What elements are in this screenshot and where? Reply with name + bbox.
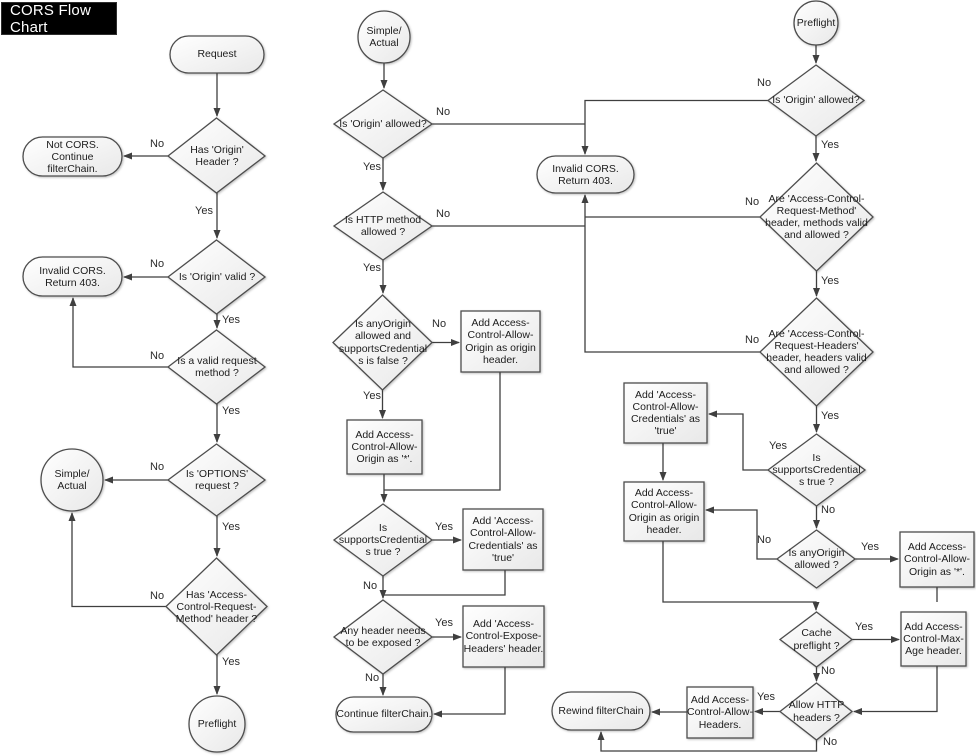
edge-label-yes-acr-headers: Yes bbox=[821, 410, 839, 422]
node-is-origin-valid: Is 'Origin' valid ? bbox=[178, 270, 256, 283]
edge-supportscredright-yes bbox=[709, 414, 768, 470]
node-anyorigin-right: Is anyOrigin allowed ? bbox=[788, 546, 845, 571]
edge-credentialsmid-merge bbox=[383, 570, 505, 595]
edge-label-yes-cache: Yes bbox=[855, 621, 873, 633]
edge-label-no-allow-http: No bbox=[823, 736, 838, 748]
node-invalid-cors-mid: Invalid CORS. Return 403. bbox=[552, 162, 619, 187]
edge-maxage-allowhttp bbox=[854, 666, 937, 712]
edge-label-yes-valid-method: Yes bbox=[222, 405, 240, 417]
node-preflight-left: Preflight bbox=[197, 717, 237, 730]
node-cache-preflight: Cache preflight ? bbox=[793, 627, 840, 652]
node-add-origin-star-mid: Add Access-Control-Allow-Origin as '*'. bbox=[351, 428, 418, 466]
node-supports-cred-right: Is supportsCredentials true ? bbox=[772, 451, 861, 489]
edge-label-no-origin-valid: No bbox=[150, 258, 165, 270]
edge-label-yes-origin-allowed-right: Yes bbox=[821, 139, 839, 151]
node-add-max-age: Add Access-Control-Max-Age header. bbox=[903, 620, 964, 658]
edge-label-no-acr-method: No bbox=[745, 196, 760, 208]
edge-label-yes-has-acrm: Yes bbox=[222, 656, 240, 668]
edge-label-no-http-method: No bbox=[436, 208, 451, 220]
edge-label-yes-supports-cred-mid: Yes bbox=[435, 521, 453, 533]
node-not-cors: Not CORS. Continue filterChain. bbox=[46, 138, 99, 176]
edge-label-no-has-origin: No bbox=[150, 138, 165, 150]
node-add-expose-headers: Add 'Access-Control-Expose-Headers' header. bbox=[463, 618, 544, 655]
node-add-origin-header-mid: Add Access-Control-Allow-Origin as origin header. bbox=[465, 317, 536, 366]
page-title: CORS Flow Chart bbox=[1, 2, 117, 35]
node-is-http-method-allowed: Is HTTP method allowed ? bbox=[344, 213, 422, 238]
node-is-origin-allowed-mid: Is 'Origin' allowed? bbox=[339, 117, 427, 130]
node-continue-filterchain: Continue filterChain. bbox=[336, 708, 432, 721]
node-any-header-exposed: Any header needs to be exposed ? bbox=[340, 624, 426, 649]
node-is-origin-allowed-right: Is 'Origin' allowed? bbox=[772, 94, 860, 107]
edge-label-no-anyorigin-right: No bbox=[757, 534, 772, 546]
edge-label-yes-options: Yes bbox=[222, 521, 240, 533]
node-add-origin-header-right: Add Access-Control-Allow-Origin as origin header. bbox=[628, 487, 700, 536]
node-acr-method-valid: Are 'Access-Control-Request-Method' header, methods valid and allowed ? bbox=[765, 192, 868, 242]
edge-label-no-supports-cred-mid: No bbox=[363, 580, 378, 592]
node-simple-actual-mid: Simple/ Actual bbox=[366, 24, 402, 49]
edge-label-yes-supports-cred-right: Yes bbox=[769, 440, 787, 452]
edge-label-yes-any-header: Yes bbox=[435, 617, 453, 629]
node-add-allow-headers: Add Access-Control-Allow-Headers. bbox=[687, 694, 753, 731]
node-anyorigin-credfalse: Is anyOrigin allowed and supportsCredentials is false ? bbox=[338, 318, 428, 367]
node-add-credentials-right: Add 'Access-Control-Allow-Credentials' as 'true' bbox=[630, 388, 701, 438]
node-rewind-filterchain: Rewind filterChain bbox=[558, 704, 644, 717]
edge-label-yes-has-origin: Yes bbox=[195, 205, 213, 217]
edge-label-no-anyorigin-credfalse: No bbox=[432, 318, 447, 330]
edge-acrheaders-no bbox=[585, 195, 760, 352]
node-invalid-cors-left: Invalid CORS. Return 403. bbox=[39, 264, 106, 289]
node-preflight-right: Preflight bbox=[796, 16, 836, 29]
edge-label-no-valid-method: No bbox=[150, 350, 165, 362]
node-has-origin-header: Has 'Origin' Header ? bbox=[190, 143, 244, 168]
edge-label-yes-anyorigin-credfalse: Yes bbox=[363, 390, 381, 402]
node-is-options-request: Is 'OPTIONS' request ? bbox=[185, 467, 249, 492]
node-supports-cred-mid: Is supportsCredentials true ? bbox=[338, 521, 428, 559]
edge-label-no-supports-cred-right: No bbox=[821, 504, 836, 516]
node-allow-http-headers: Allow HTTP headers ? bbox=[788, 699, 845, 724]
edge-label-yes-http-method: Yes bbox=[363, 262, 381, 274]
node-has-acr-method-header: Has 'Access-Control-Request-Method' header ? bbox=[175, 588, 258, 626]
edge-originallowedright-no bbox=[585, 101, 768, 155]
edge-label-no-cache: No bbox=[821, 665, 836, 677]
edge-label-yes-origin-valid: Yes bbox=[222, 314, 240, 326]
node-valid-request-method: Is a valid request method ? bbox=[177, 354, 257, 379]
edge-label-no-origin-allowed-right: No bbox=[757, 77, 772, 89]
edge-label-yes-origin-allowed-mid: Yes bbox=[363, 161, 381, 173]
node-add-origin-star-right: Add Access-Control-Allow-Origin as '*'. bbox=[904, 541, 970, 578]
edge-label-no-has-acrm: No bbox=[150, 590, 165, 602]
edge-label-yes-anyorigin-right: Yes bbox=[861, 541, 879, 553]
edge-label-no-acr-headers: No bbox=[745, 334, 760, 346]
edge-label-no-any-header: No bbox=[365, 672, 380, 684]
edge-expose-continue bbox=[434, 667, 505, 714]
node-simple-actual-left: Simple/ Actual bbox=[54, 467, 90, 492]
node-add-credentials-mid: Add 'Access-Control-Allow-Credentials' as 'true' bbox=[468, 515, 538, 564]
node-acr-headers-valid: Are 'Access-Control-Request-Headers' header, headers valid and allowed ? bbox=[766, 327, 867, 377]
edge-label-no-options: No bbox=[150, 461, 165, 473]
edge-label-yes-allow-http: Yes bbox=[757, 691, 775, 703]
edge-label-no-origin-allowed-mid: No bbox=[436, 106, 451, 118]
node-request: Request bbox=[197, 48, 237, 61]
edge-label-yes-acr-method: Yes bbox=[821, 275, 839, 287]
